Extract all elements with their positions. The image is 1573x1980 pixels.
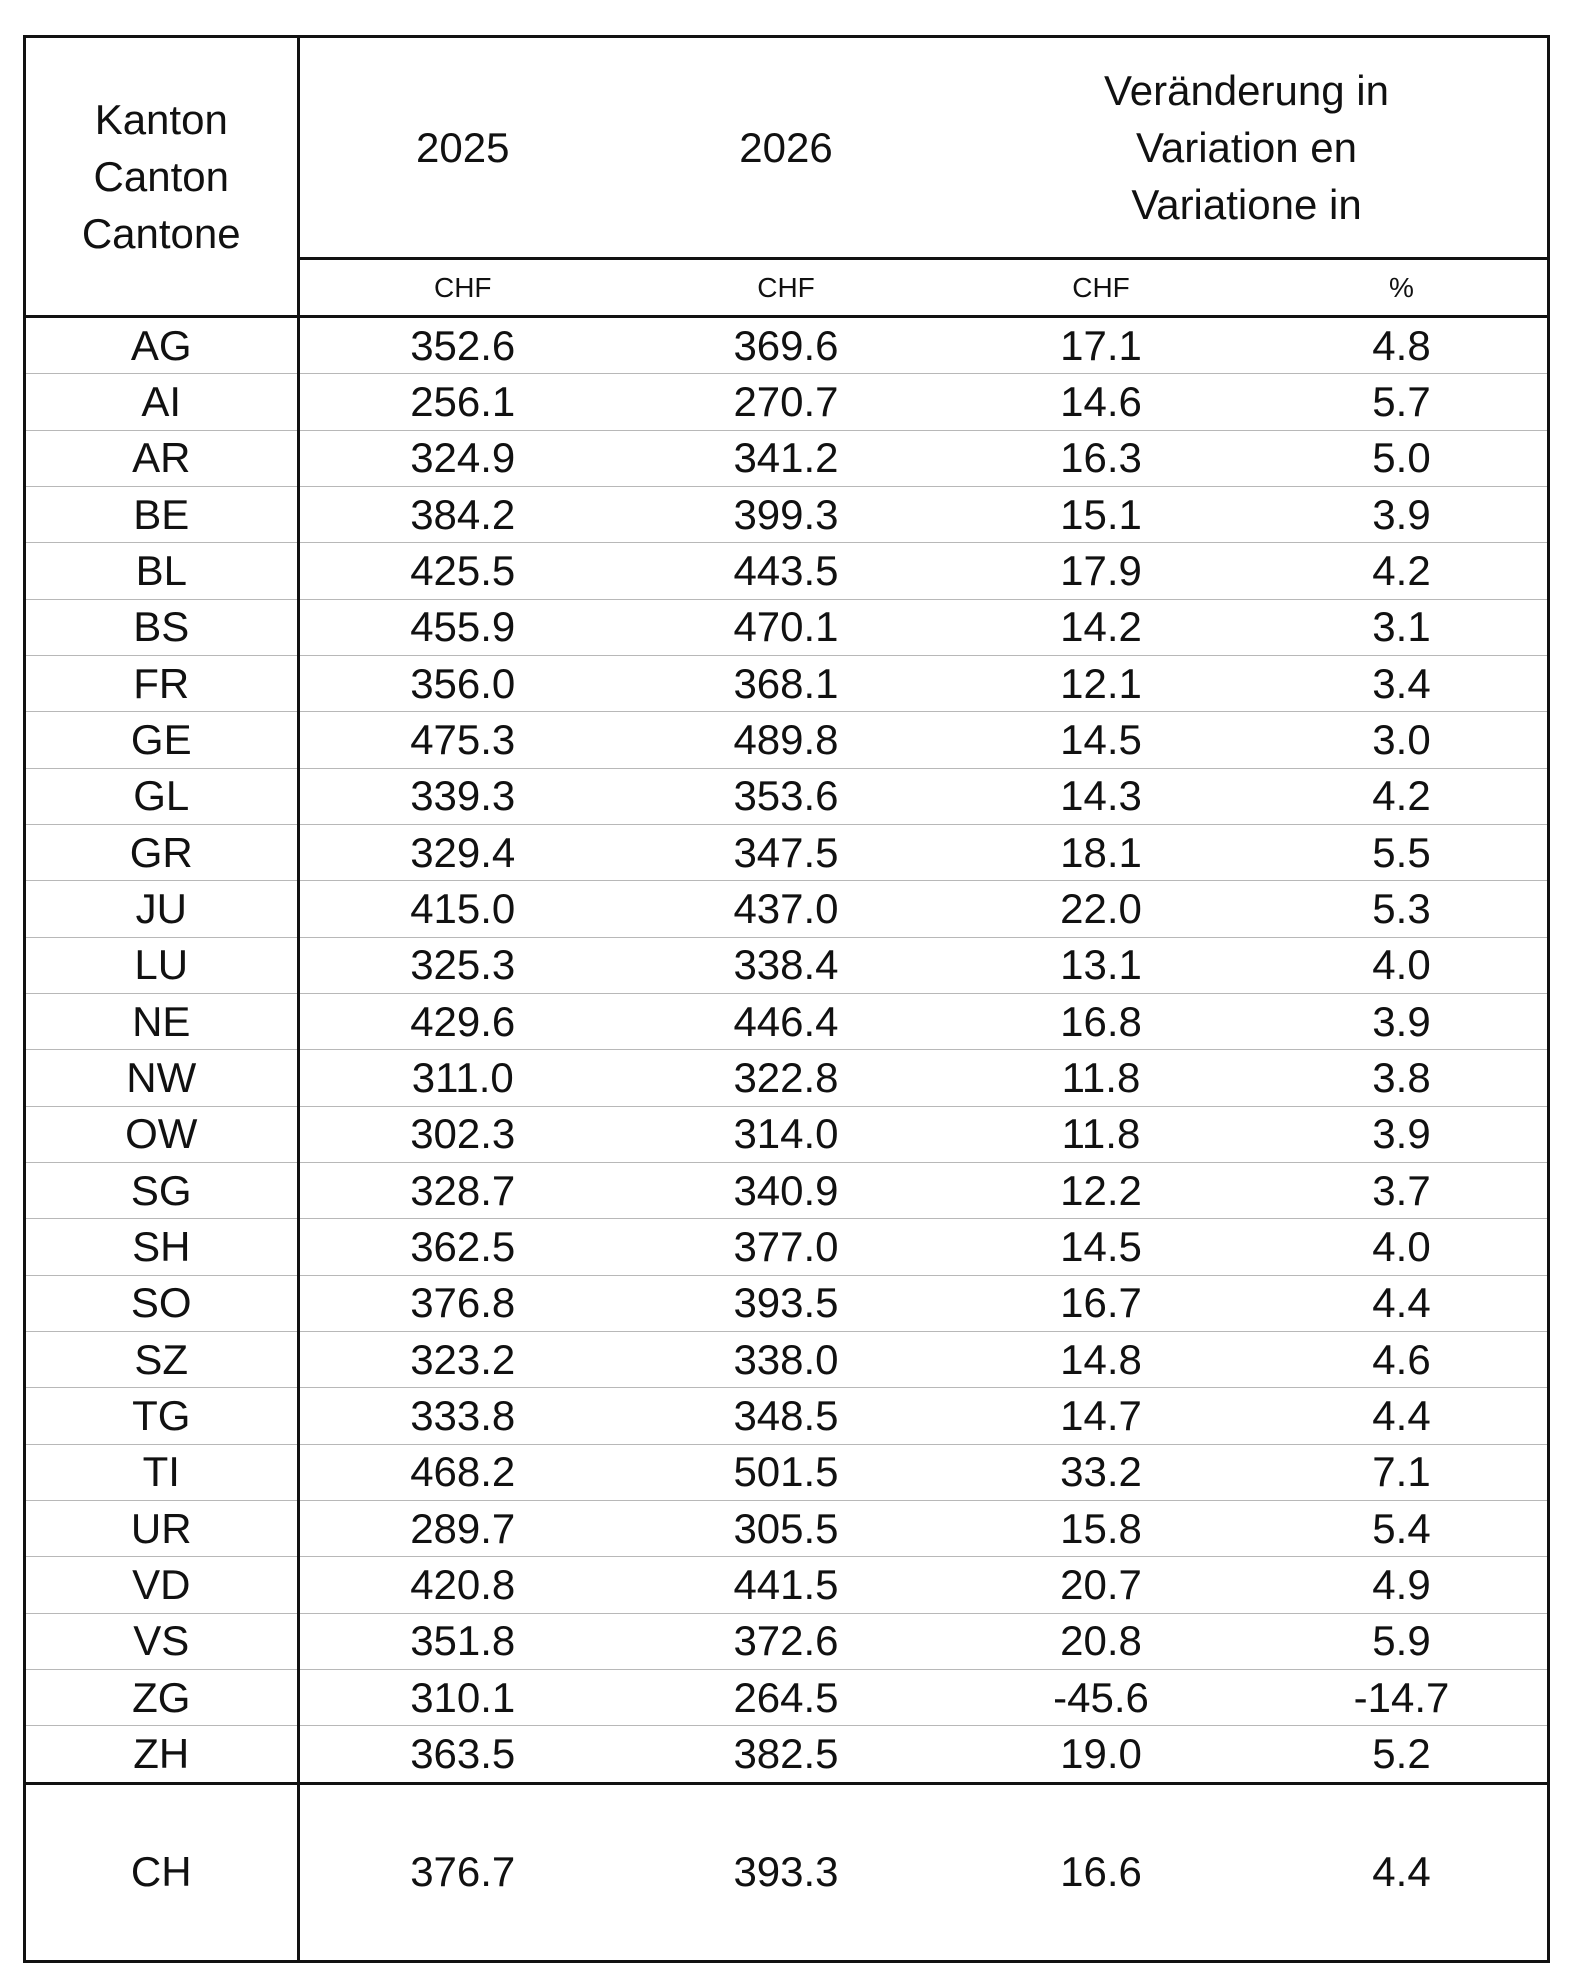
change-header-it: Variatione in — [1131, 181, 1362, 228]
table-row — [26, 1219, 1547, 1275]
value-2026-cell: 305.5 — [626, 1500, 946, 1556]
table-row — [26, 937, 1547, 993]
value-2026-cell: 338.0 — [626, 1331, 946, 1387]
change-percent-cell: 4.2 — [1256, 543, 1547, 599]
value-2026-cell: 322.8 — [626, 1050, 946, 1106]
value-2026-cell: 347.5 — [626, 824, 946, 880]
value-2026-cell: 264.5 — [626, 1669, 946, 1725]
change-chf-cell: 19.0 — [946, 1726, 1256, 1784]
table-row — [26, 1613, 1547, 1669]
canton-cell: LU — [26, 937, 298, 993]
value-2026-cell: 338.4 — [626, 937, 946, 993]
canton-cell: TI — [26, 1444, 298, 1500]
value-2025-cell: 352.6 — [298, 317, 626, 374]
change-percent-cell: 5.7 — [1256, 374, 1547, 430]
value-2026-cell: 443.5 — [626, 543, 946, 599]
canton-cell: GR — [26, 824, 298, 880]
change-chf-cell: 11.8 — [946, 1106, 1256, 1162]
canton-cell: NE — [26, 993, 298, 1049]
canton-cell: GL — [26, 768, 298, 824]
value-2026-cell: 353.6 — [626, 768, 946, 824]
change-chf-cell: 14.5 — [946, 712, 1256, 768]
total-row — [26, 1783, 1547, 1960]
table-row — [26, 487, 1547, 543]
value-2026-cell: 377.0 — [626, 1219, 946, 1275]
canton-cell: SG — [26, 1162, 298, 1218]
canton-cell: VD — [26, 1557, 298, 1613]
value-2026-cell: 369.6 — [626, 317, 946, 374]
total-section — [26, 1783, 1547, 1960]
value-2025-cell: 363.5 — [298, 1726, 626, 1784]
change-percent-cell: 3.9 — [1256, 1106, 1547, 1162]
unit-change-percent: % — [1256, 259, 1547, 317]
canton-rows — [26, 317, 1547, 1784]
change-chf-cell: 15.1 — [946, 487, 1256, 543]
value-2026-cell: 441.5 — [626, 1557, 946, 1613]
table-row — [26, 824, 1547, 880]
change-chf-cell: -45.6 — [946, 1669, 1256, 1725]
change-percent-cell: 4.6 — [1256, 1331, 1547, 1387]
change-percent-cell: 7.1 — [1256, 1444, 1547, 1500]
change-chf-cell: 16.3 — [946, 430, 1256, 486]
value-2025-cell: 333.8 — [298, 1388, 626, 1444]
year-2025-header: 2025 — [416, 124, 510, 171]
total-change-chf: 16.6 — [1060, 1848, 1142, 1896]
change-chf-cell: 20.8 — [946, 1613, 1256, 1669]
change-chf-cell: 14.3 — [946, 768, 1256, 824]
table-row — [26, 1388, 1547, 1444]
value-2025-cell: 475.3 — [298, 712, 626, 768]
change-chf-cell: 14.7 — [946, 1388, 1256, 1444]
change-percent-cell: 5.4 — [1256, 1500, 1547, 1556]
change-percent-cell: 5.9 — [1256, 1613, 1547, 1669]
table-row — [26, 599, 1547, 655]
change-percent-cell: 3.9 — [1256, 487, 1547, 543]
change-percent-cell: 4.2 — [1256, 768, 1547, 824]
value-2025-cell: 324.9 — [298, 430, 626, 486]
change-chf-cell: 16.8 — [946, 993, 1256, 1049]
table-row — [26, 1500, 1547, 1556]
value-2025-cell: 256.1 — [298, 374, 626, 430]
change-chf-cell: 18.1 — [946, 824, 1256, 880]
table-row — [26, 1050, 1547, 1106]
value-2026-cell: 372.6 — [626, 1613, 946, 1669]
change-percent-cell: 3.8 — [1256, 1050, 1547, 1106]
change-header-fr: Variation en — [1135, 124, 1358, 171]
canton-cell: ZG — [26, 1669, 298, 1725]
data-table — [26, 38, 1547, 1960]
change-percent-cell: 4.9 — [1256, 1557, 1547, 1613]
change-header-de: Veränderung in — [1104, 67, 1389, 114]
table-row — [26, 1162, 1547, 1218]
value-2025-cell: 468.2 — [298, 1444, 626, 1500]
change-percent-cell: 3.9 — [1256, 993, 1547, 1049]
value-2025-cell: 384.2 — [298, 487, 626, 543]
table-row — [26, 881, 1547, 937]
canton-cell: VS — [26, 1613, 298, 1669]
canton-cell: UR — [26, 1500, 298, 1556]
change-chf-cell: 20.7 — [946, 1557, 1256, 1613]
unit-2026: CHF — [626, 259, 946, 317]
value-2026-cell: 368.1 — [626, 655, 946, 711]
canton-cell: SO — [26, 1275, 298, 1331]
change-chf-cell: 14.8 — [946, 1331, 1256, 1387]
change-percent-cell: 4.4 — [1256, 1388, 1547, 1444]
canton-cell: BS — [26, 599, 298, 655]
total-2025: 376.7 — [410, 1848, 516, 1896]
value-2025-cell: 323.2 — [298, 1331, 626, 1387]
table-row — [26, 655, 1547, 711]
change-percent-cell: 3.0 — [1256, 712, 1547, 768]
table-row — [26, 768, 1547, 824]
value-2026-cell: 446.4 — [626, 993, 946, 1049]
value-2025-cell: 339.3 — [298, 768, 626, 824]
canton-cell: AI — [26, 374, 298, 430]
change-percent-cell: 5.3 — [1256, 881, 1547, 937]
canton-cell: SZ — [26, 1331, 298, 1387]
change-percent-cell: 3.4 — [1256, 655, 1547, 711]
canton-header-de: Kanton — [94, 96, 228, 143]
canton-header-it: Cantone — [81, 210, 241, 257]
value-2025-cell: 351.8 — [298, 1613, 626, 1669]
canton-cell: NW — [26, 1050, 298, 1106]
canton-cell: BL — [26, 543, 298, 599]
change-percent-cell: 3.7 — [1256, 1162, 1547, 1218]
canton-header-fr: Canton — [93, 153, 229, 200]
value-2025-cell: 325.3 — [298, 937, 626, 993]
change-percent-cell: -14.7 — [1256, 1669, 1547, 1725]
change-percent-cell: 3.1 — [1256, 599, 1547, 655]
table-row — [26, 1331, 1547, 1387]
change-chf-cell: 14.2 — [946, 599, 1256, 655]
value-2025-cell: 328.7 — [298, 1162, 626, 1218]
value-2025-cell: 329.4 — [298, 824, 626, 880]
change-percent-cell: 5.5 — [1256, 824, 1547, 880]
change-chf-cell: 22.0 — [946, 881, 1256, 937]
value-2026-cell: 501.5 — [626, 1444, 946, 1500]
change-chf-cell: 33.2 — [946, 1444, 1256, 1500]
value-2025-cell: 289.7 — [298, 1500, 626, 1556]
table-row — [26, 993, 1547, 1049]
unit-change-chf: CHF — [946, 259, 1256, 317]
value-2026-cell: 270.7 — [626, 374, 946, 430]
change-chf-cell: 12.2 — [946, 1162, 1256, 1218]
table-row — [26, 374, 1547, 430]
value-2025-cell: 362.5 — [298, 1219, 626, 1275]
table-row — [26, 430, 1547, 486]
header-row — [26, 38, 1547, 259]
change-percent-cell: 4.0 — [1256, 937, 1547, 993]
table-row — [26, 1557, 1547, 1613]
total-canton: CH — [26, 1783, 298, 1960]
total-2026: 393.3 — [733, 1848, 839, 1896]
change-chf-cell: 12.1 — [946, 655, 1256, 711]
canton-cell: AR — [26, 430, 298, 486]
value-2025-cell: 310.1 — [298, 1669, 626, 1725]
value-2025-cell: 302.3 — [298, 1106, 626, 1162]
value-2025-cell: 455.9 — [298, 599, 626, 655]
value-2025-cell: 420.8 — [298, 1557, 626, 1613]
change-header — [946, 38, 1547, 259]
canton-cell: AG — [26, 317, 298, 374]
value-2025-cell: 376.8 — [298, 1275, 626, 1331]
value-2026-cell: 340.9 — [626, 1162, 946, 1218]
table-row — [26, 317, 1547, 374]
value-2026-cell: 382.5 — [626, 1726, 946, 1784]
change-chf-cell: 14.5 — [946, 1219, 1256, 1275]
value-2026-cell: 437.0 — [626, 881, 946, 937]
canton-cell: ZH — [26, 1726, 298, 1784]
year-2026-header: 2026 — [739, 124, 833, 171]
canton-cell: SH — [26, 1219, 298, 1275]
canton-cell: FR — [26, 655, 298, 711]
canton-cell: TG — [26, 1388, 298, 1444]
table-row — [26, 712, 1547, 768]
canton-cell: OW — [26, 1106, 298, 1162]
canton-cell: JU — [26, 881, 298, 937]
premium-table — [23, 35, 1550, 1963]
change-percent-cell: 4.0 — [1256, 1219, 1547, 1275]
change-chf-cell: 15.8 — [946, 1500, 1256, 1556]
change-chf-cell: 13.1 — [946, 937, 1256, 993]
canton-cell: BE — [26, 487, 298, 543]
change-chf-cell: 17.1 — [946, 317, 1256, 374]
change-chf-cell: 16.7 — [946, 1275, 1256, 1331]
change-percent-cell: 4.4 — [1256, 1275, 1547, 1331]
table-row — [26, 1275, 1547, 1331]
value-2026-cell: 314.0 — [626, 1106, 946, 1162]
change-chf-cell: 11.8 — [946, 1050, 1256, 1106]
value-2025-cell: 425.5 — [298, 543, 626, 599]
table-row — [26, 543, 1547, 599]
value-2026-cell: 470.1 — [626, 599, 946, 655]
value-2026-cell: 393.5 — [626, 1275, 946, 1331]
value-2026-cell: 341.2 — [626, 430, 946, 486]
value-2025-cell: 356.0 — [298, 655, 626, 711]
change-chf-cell: 14.6 — [946, 374, 1256, 430]
value-2026-cell: 489.8 — [626, 712, 946, 768]
change-chf-cell: 17.9 — [946, 543, 1256, 599]
table-row — [26, 1726, 1547, 1784]
total-change-percent: 4.4 — [1372, 1848, 1431, 1896]
table-row — [26, 1106, 1547, 1162]
value-2025-cell: 311.0 — [298, 1050, 626, 1106]
value-2025-cell: 415.0 — [298, 881, 626, 937]
change-percent-cell: 5.2 — [1256, 1726, 1547, 1784]
change-percent-cell: 4.8 — [1256, 317, 1547, 374]
value-2025-cell: 429.6 — [298, 993, 626, 1049]
value-2026-cell: 399.3 — [626, 487, 946, 543]
canton-column-header — [26, 38, 298, 317]
table-row — [26, 1669, 1547, 1725]
canton-cell: GE — [26, 712, 298, 768]
change-percent-cell: 5.0 — [1256, 430, 1547, 486]
value-2026-cell: 348.5 — [626, 1388, 946, 1444]
table-row — [26, 1444, 1547, 1500]
unit-2025: CHF — [298, 259, 626, 317]
